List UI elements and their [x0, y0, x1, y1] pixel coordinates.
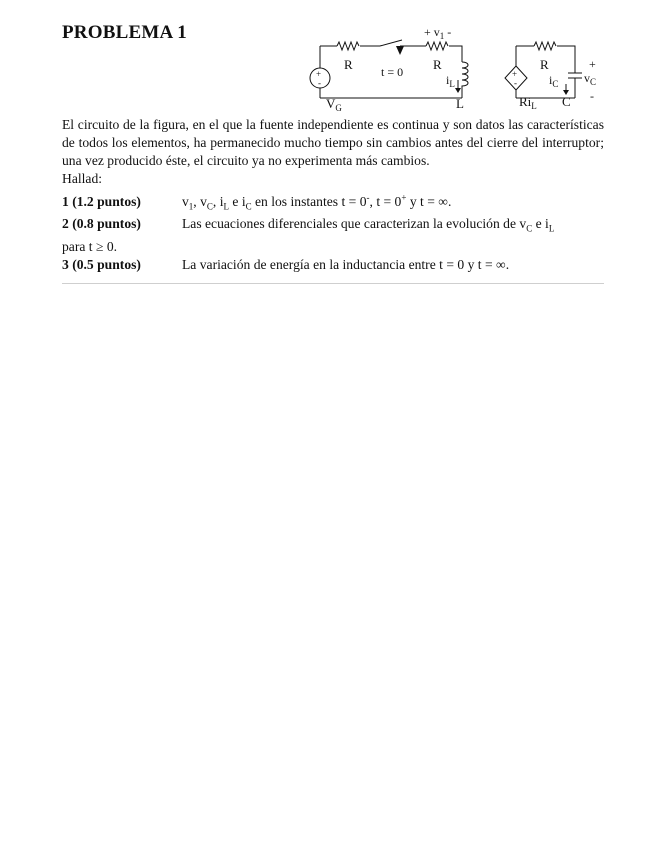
wire-right-top-2: [557, 46, 575, 73]
vg-plus-sign: +: [316, 69, 322, 79]
question-2-label: 2 (0.8 puntos): [62, 216, 141, 232]
dep-plus-sign: +: [512, 69, 518, 79]
question-2-text: Las ecuaciones diferenciales que caracterizan la evolución de $v_C$ e $i_L$: [182, 216, 555, 234]
question-3-text: La variación de energía en la inductancia entre t = 0 y t = ∞.: [182, 256, 510, 272]
label-R3: R: [540, 57, 549, 72]
label-vC: $v_C$: [584, 71, 597, 87]
label-iC: $i_C$: [549, 73, 559, 89]
resistor-R1-zigzag: [337, 42, 359, 50]
label-dependent-source: $Ri_L$: [519, 94, 537, 111]
label-C: C: [562, 94, 571, 109]
label-iL: $i_L$: [446, 73, 455, 89]
question-2: [62, 215, 604, 256]
question-1-text: $v_1$, $v_C$, $i_L$ e $i_C$ en los instantes t = 0-, t = 0+ y t = ∞.: [182, 192, 452, 212]
label-R1: R: [344, 57, 353, 72]
switch-arrowhead: [396, 46, 404, 55]
intro-paragraph: El circuito de la figura, en el que la fuente independiente es continua y son datos las características de todos los elementos, ha permanecido mucho tiempo sin cambios antes del cierre del interruptor; una vez producido éste, el circuito ya no experimenta más cambios.: [62, 117, 604, 168]
question-3-label: 3 (0.5 puntos): [62, 256, 141, 272]
problem-title: PROBLEMA 1: [62, 22, 187, 43]
horizontal-rule: [62, 283, 604, 284]
iL-arrowhead: [455, 88, 461, 93]
inductor-coil: [462, 62, 468, 98]
label-L: L: [456, 96, 464, 111]
vg-minus-sign: -: [318, 78, 321, 88]
label-R2: R: [433, 57, 442, 72]
label-v1: + $v_1$ -: [424, 25, 452, 41]
resistor-R2-zigzag: [426, 42, 448, 50]
label-vC-plus: +: [589, 57, 596, 71]
circuit-diagram: [0, 0, 655, 115]
question-1: [62, 188, 604, 215]
wire-r2-inductor: [449, 46, 462, 62]
resistor-R3-zigzag: [534, 42, 556, 50]
problem-statement: [62, 116, 604, 274]
switch-blade: [380, 40, 402, 46]
label-vC-minus: -: [590, 89, 594, 103]
label-switch-time: t = 0: [381, 65, 404, 79]
hallad-label: Hallad:: [62, 171, 103, 186]
question-3: [62, 256, 604, 274]
dep-minus-sign: -: [514, 78, 517, 88]
question-2-continuation: para t ≥ 0.: [62, 238, 118, 254]
label-VG: $V_G$: [326, 96, 342, 113]
question-1-label: 1 (1.2 puntos): [62, 193, 141, 209]
